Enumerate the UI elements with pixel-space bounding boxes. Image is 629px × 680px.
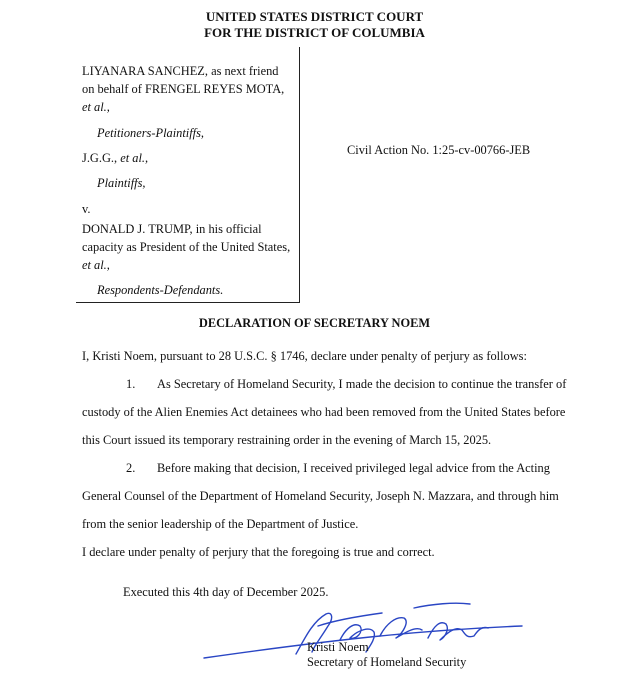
paragraph-2-number: 2. xyxy=(126,461,136,475)
plaintiff-role: Plaintiffs, xyxy=(97,176,146,190)
paragraph-1-line-1: As Secretary of Homeland Security, I made the decision to continue the transfer of xyxy=(157,377,567,391)
signature-block xyxy=(307,640,466,670)
petitioner-role: Petitioners-Plaintiffs, xyxy=(97,126,205,140)
petitioner-etal: et al., xyxy=(82,100,110,114)
court-name: UNITED STATES DISTRICT COURT xyxy=(205,9,424,24)
declaration-closing: I declare under penalty of perjury that the foregoing is true and correct. xyxy=(82,545,435,559)
plaintiff-etal: et al., xyxy=(120,151,149,165)
plaintiff-name: J.G.G., xyxy=(82,151,118,165)
paragraph-1-line-2: custody of the Alien Enemies Act detainees who had been removed from the United States before xyxy=(82,405,566,419)
paragraph-1-number: 1. xyxy=(126,377,136,391)
respondent-line-1: DONALD J. TRUMP, in his official xyxy=(82,222,262,236)
versus: v. xyxy=(82,202,91,216)
civil-action-number: Civil Action No. 1:25-cv-00766-JEB xyxy=(347,143,531,157)
petitioner-line-1: LIYANARA SANCHEZ, as next friend xyxy=(82,64,279,78)
signature-stroke xyxy=(414,603,470,608)
court-district: FOR THE DISTRICT OF COLUMBIA xyxy=(204,25,425,40)
paragraph-1-line-3: this Court issued its temporary restraining order in the evening of March 15, 2025. xyxy=(82,433,492,447)
court-header xyxy=(0,9,629,41)
declaration-intro: I, Kristi Noem, pursuant to 28 U.S.C. § 1746, declare under penalty of perjury as follows: xyxy=(82,349,527,363)
paragraph-2-line-2: General Counsel of the Department of Homeland Security, Joseph N. Mazzara, and through him xyxy=(82,489,559,503)
plaintiff-name-line xyxy=(82,151,148,166)
petitioner-line-2: on behalf of FRENGEL REYES MOTA, xyxy=(82,82,285,96)
signatory-title: Secretary of Homeland Security xyxy=(307,655,467,669)
declaration-title: DECLARATION OF SECRETARY NOEM xyxy=(198,316,431,330)
signature-stroke xyxy=(318,613,382,626)
respondent-etal: et al., xyxy=(82,258,110,272)
signatory-name: Kristi Noem xyxy=(307,640,369,654)
respondent-line-2: capacity as President of the United States, xyxy=(82,240,291,254)
execution-date: Executed this 4th day of December 2025. xyxy=(123,585,329,599)
respondent-role: Respondents-Defendants. xyxy=(97,283,224,297)
paragraph-2-line-1: Before making that decision, I received privileged legal advice from the Acting xyxy=(157,461,550,475)
paragraph-2-line-3: from the senior leadership of the Department of Justice. xyxy=(82,517,359,531)
